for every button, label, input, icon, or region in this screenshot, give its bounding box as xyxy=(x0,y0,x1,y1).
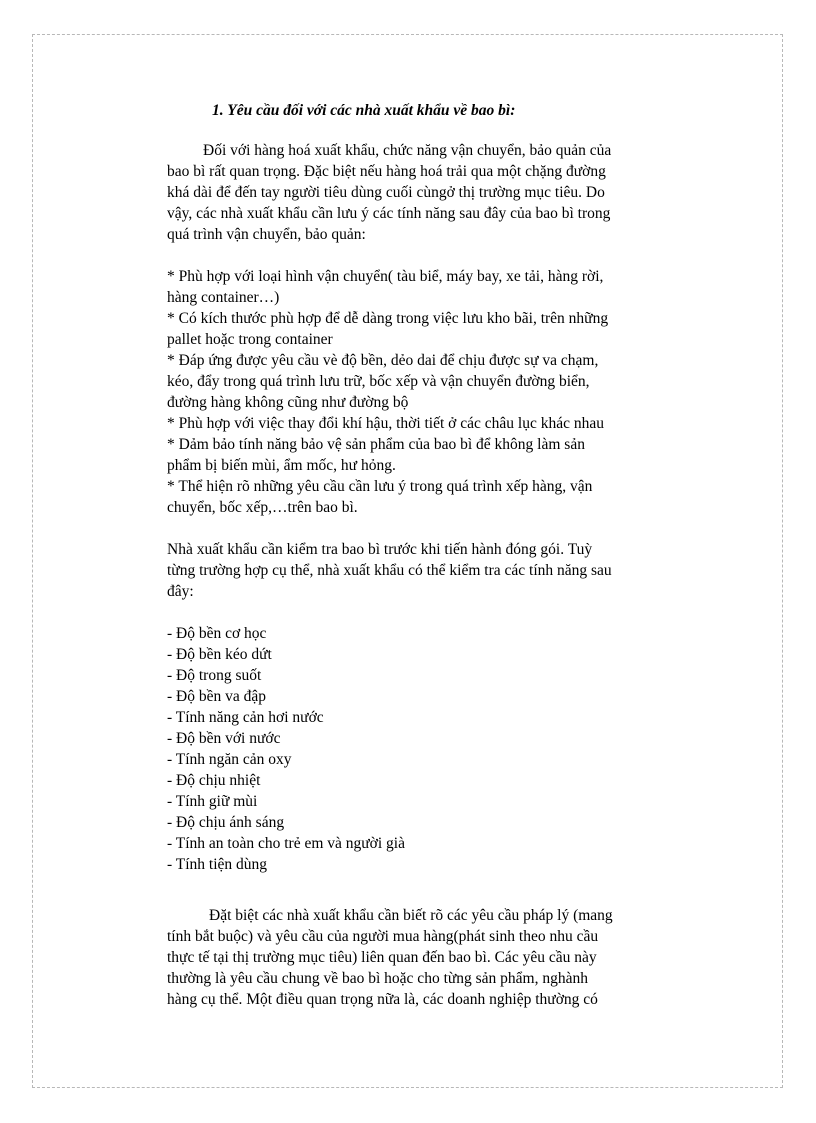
requirement-line: pallet hoặc trong container xyxy=(167,331,333,348)
property-item: - Tính an toàn cho trẻ em và người già xyxy=(167,835,405,852)
inspection-line: Nhà xuất khẩu cần kiểm tra bao bì trước khi tiến hành đóng gói. Tuỳ xyxy=(167,541,593,558)
inspection-paragraph xyxy=(167,539,667,602)
requirement-line: * Thể hiện rõ những yêu cầu cần lưu ý trong quá trình xếp hàng, vận xyxy=(167,478,593,495)
closing-line: thường là yêu cầu chung về bao bì hoặc cho từng sản phẩm, nghành xyxy=(167,970,588,987)
requirement-line: * Phù hợp với loại hình vận chuyển( tàu biể, máy bay, xe tải, hàng rời, xyxy=(167,268,604,285)
property-item: - Tính ngăn cản oxy xyxy=(167,751,292,768)
closing-line: tính bắt buộc) và yêu cầu của người mua hàng(phát sinh theo nhu cầu xyxy=(167,928,599,945)
packaging-requirements-list xyxy=(167,266,667,518)
intro-paragraph xyxy=(167,140,667,245)
spacer xyxy=(167,245,667,266)
closing-paragraph xyxy=(167,905,667,1010)
section-heading: 1. Yêu cầu đối với các nhà xuất khẩu về bao bì: xyxy=(212,102,516,119)
property-item: - Độ bền va đập xyxy=(167,688,266,705)
property-item: - Độ trong suốt xyxy=(167,667,262,684)
spacer xyxy=(167,875,667,905)
requirement-line: * Đáp ứng được yêu cầu vè độ bền, dẻo dai để chịu được sự va chạm, xyxy=(167,352,599,369)
inspection-line: từng trường hợp cụ thể, nhà xuất khẩu có thể kiểm tra các tính năng sau xyxy=(167,562,612,579)
property-item: - Tính giữ mùi xyxy=(167,793,258,810)
intro-line: vậy, các nhà xuất khẩu cần lưu ý các tính năng sau đây của bao bì trong xyxy=(167,205,611,222)
requirement-line: đường hàng không cũng như đường bộ xyxy=(167,394,409,411)
property-item: - Độ bền cơ học xyxy=(167,625,267,642)
requirement-line: * Có kích thước phù hợp để dễ dàng trong việc lưu kho bãi, trên những xyxy=(167,310,609,327)
property-item: - Độ chịu nhiệt xyxy=(167,772,261,789)
closing-line: thực tế tại thị trường mục tiêu) liên quan đến bao bì. Các yêu cầu này xyxy=(167,949,597,966)
closing-line: Đặt biệt các nhà xuất khẩu cần biết rõ các yêu cầu pháp lý (mang xyxy=(209,907,613,924)
property-item: - Độ bền với nước xyxy=(167,730,281,747)
intro-line: bao bì rất quan trọng. Đặc biệt nếu hàng hoá trải qua một chặng đường xyxy=(167,163,606,180)
spacer xyxy=(167,602,667,623)
property-item: - Tính năng cản hơi nước xyxy=(167,709,324,726)
intro-line: khá dài để đến tay người tiêu dùng cuối cùngở thị trường mục tiêu. Do xyxy=(167,184,605,201)
requirement-line: hàng container…) xyxy=(167,289,280,306)
requirement-line: * Phù hợp với việc thay đổi khí hậu, thời tiết ở các châu lục khác nhau xyxy=(167,415,604,432)
spacer xyxy=(167,518,667,539)
intro-line: quá trình vận chuyển, bảo quản: xyxy=(167,226,366,243)
intro-line: Đối với hàng hoá xuất khẩu, chức năng vận chuyển, bảo quản của xyxy=(203,142,612,159)
document-body xyxy=(167,100,667,1010)
property-item: - Độ bền kéo dứt xyxy=(167,646,272,663)
property-item: - Độ chịu ánh sáng xyxy=(167,814,285,831)
closing-line: hàng cụ thể. Một điều quan trọng nữa là, các doanh nghiệp thường có xyxy=(167,991,598,1008)
requirement-line: phẩm bị biến mùi, ẩm mốc, hư hỏng. xyxy=(167,457,396,474)
inspection-line: đây: xyxy=(167,583,194,600)
requirement-line: chuyển, bốc xếp,…trên bao bì. xyxy=(167,499,358,516)
requirement-line: * Dảm bảo tính năng bảo vệ sản phẩm của bao bì để không làm sản xyxy=(167,436,585,453)
property-item: - Tính tiện dùng xyxy=(167,856,268,873)
property-list xyxy=(167,623,667,875)
requirement-line: kéo, đẩy trong quá trình lưu trữ, bốc xếp và vận chuyển đường biển, xyxy=(167,373,590,390)
